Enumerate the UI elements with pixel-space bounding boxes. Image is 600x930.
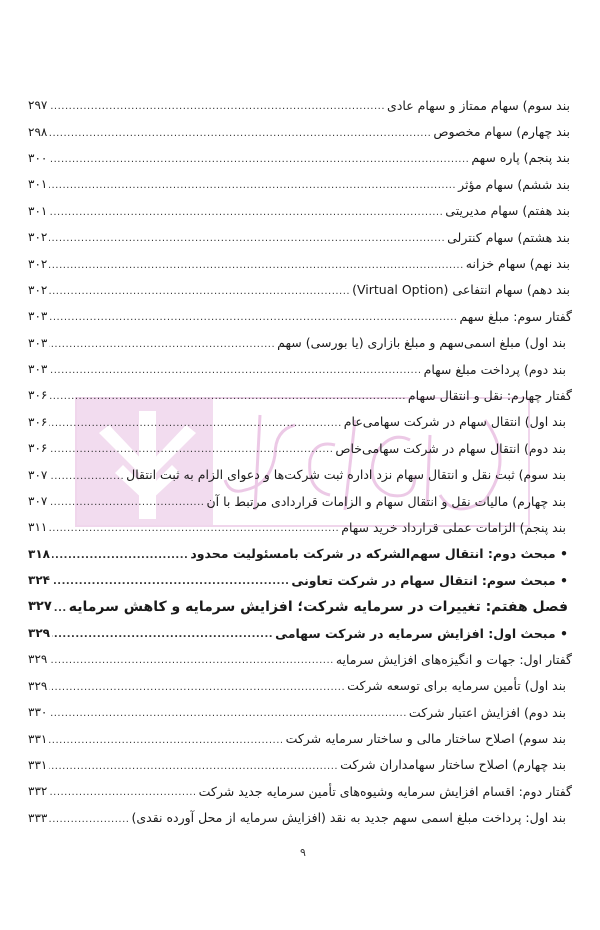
toc-entry-page: ۳۳۰ <box>28 705 48 720</box>
toc-entry[interactable] <box>28 778 572 804</box>
dot-leader <box>49 679 345 693</box>
toc-entry[interactable] <box>28 752 572 778</box>
toc-entry-page: ۳۰۳ <box>28 309 48 324</box>
toc-entry-title: بند هشتم) سهام کنترلی <box>447 229 570 245</box>
dot-leader <box>49 362 421 376</box>
toc-entry-title: بند ششم) سهام مؤثر <box>458 176 570 192</box>
toc-entry-page: ۳۲۹ <box>28 652 48 667</box>
toc-entry-title: بند اول) مبلغ اسمی‌سهم و مبلغ بازاری (یا بورسی) سهم <box>277 335 566 351</box>
toc-entry[interactable] <box>28 118 572 144</box>
toc-entry[interactable] <box>28 277 572 303</box>
toc-entry[interactable] <box>28 382 572 408</box>
toc-entry[interactable] <box>28 725 572 751</box>
toc-entry-title: بند چهارم) اصلاح ساختار سهامداران شرکت <box>340 757 566 773</box>
toc-entry-title: بند اول) انتقال سهام در شرکت سهامی‌عام <box>343 414 566 430</box>
toc-entry-title: گفتار اول: جهات و انگیزه‌های افزایش سرمایه <box>335 651 572 667</box>
dot-leader <box>49 494 204 508</box>
toc-entry-page: ۳۳۳ <box>28 810 48 825</box>
toc-entry-title: گفتار چهارم: نقل و انتقال سهام <box>407 387 572 403</box>
dot-leader <box>49 732 283 746</box>
toc-entry-title: گفتار دوم: اقسام افزایش سرمایه وشیوه‌های تأمین سرمایه جدید شرکت <box>198 783 572 799</box>
toc-entry-page: ۳۰۳ <box>28 362 48 377</box>
toc-entry[interactable] <box>28 620 572 646</box>
toc-entry[interactable] <box>28 805 572 831</box>
toc-entry-title: فصل هفتم: تغییرات در سرمایه شرکت؛ افزایش سرمایه و کاهش سرمایه <box>68 598 568 615</box>
toc-entry[interactable] <box>28 646 572 672</box>
toc-entry-title: • مبحث دوم: انتقال سهم‌الشرکه در شرکت بامسئولیت محدود <box>190 546 568 562</box>
toc-entry-page: ۳۲۹ <box>28 678 48 693</box>
dot-leader <box>49 257 463 271</box>
page-folio-mark: ۹ <box>300 846 306 859</box>
toc-entry[interactable] <box>28 171 572 197</box>
dot-leader <box>49 758 338 772</box>
toc-entry[interactable] <box>28 198 572 224</box>
toc-entry[interactable] <box>28 673 572 699</box>
dot-leader <box>49 468 124 482</box>
toc-entry-title: • مبحث اول: افزایش سرمایه در شرکت سهامی <box>275 625 568 641</box>
toc-entry-page: ۳۲۴ <box>28 573 50 588</box>
toc-entry-page: ۳۰۲ <box>28 230 48 245</box>
dot-leader <box>49 415 341 429</box>
toc-entry-title: بند اول) تأمین سرمایه برای توسعه شرکت <box>347 678 566 694</box>
toc-entry-title: گفتار سوم: مبلغ سهم <box>459 308 572 324</box>
toc-entry-title: بند سوم) اصلاح ساختار مالی و ساختار سرمایه شرکت <box>285 731 566 747</box>
toc-entry-title: بند اول: پرداخت مبلغ اسمی سهم جدید به نقد (افزایش سرمایه از محل آورده نقدی) <box>131 810 566 826</box>
toc-entry-title: بند چهارم) مالیات نقل و انتقال سهام و الزامات قراردادی مرتبط با آن <box>206 493 566 509</box>
toc-entry[interactable] <box>28 541 572 567</box>
dot-leader <box>49 230 445 244</box>
dot-leader <box>52 547 188 561</box>
toc-entry-page: ۳۰۶ <box>28 441 48 456</box>
toc-entry[interactable] <box>28 435 572 461</box>
toc-chapter-entry[interactable] <box>28 593 572 619</box>
toc-entry[interactable] <box>28 303 572 329</box>
toc-entry[interactable] <box>28 488 572 514</box>
toc-entry-title: بند هفتم) سهام مدیریتی <box>445 203 570 219</box>
toc-entry[interactable] <box>28 356 572 382</box>
dot-leader <box>52 573 289 587</box>
toc-entry[interactable] <box>28 567 572 593</box>
toc-entry-page: ۳۱۱ <box>28 520 48 535</box>
dot-leader <box>49 177 456 191</box>
table-of-contents <box>28 92 572 831</box>
toc-entry[interactable] <box>28 461 572 487</box>
toc-entry-page: ۲۹۸ <box>28 124 48 139</box>
toc-entry-page: ۳۰۷ <box>28 494 48 509</box>
dot-leader <box>49 388 406 402</box>
dot-leader <box>49 125 431 139</box>
toc-entry-title: بند چهارم) سهام مخصوص <box>433 124 570 140</box>
toc-entry-page: ۳۰۲ <box>28 282 48 297</box>
toc-entry-title: بند نهم) سهام خزانه <box>465 256 570 272</box>
toc-entry-page: ۳۲۷ <box>28 599 52 615</box>
toc-entry-page: ۲۹۷ <box>28 98 48 113</box>
toc-entry-title: بند دهم) سهام انتفاعی (Virtual Option) <box>352 282 570 298</box>
toc-entry-page: ۳۰۳ <box>28 335 48 350</box>
dot-leader <box>49 811 129 825</box>
dot-leader <box>49 309 457 323</box>
dot-leader <box>49 784 196 798</box>
toc-entry-page: ۳۰۱ <box>28 203 48 218</box>
toc-entry-title: • مبحث سوم: انتقال سهام در شرکت تعاونی <box>291 572 568 588</box>
toc-entry[interactable] <box>28 250 572 276</box>
dot-leader <box>52 626 273 640</box>
toc-entry[interactable] <box>28 699 572 725</box>
toc-entry-page: ۳۳۱ <box>28 731 48 746</box>
toc-entry-title: بند سوم) ثبت نقل و انتقال سهام نزد اداره ثبت شرکت‌ها و دعوای الزام به ثبت انتقال <box>126 467 566 483</box>
dot-leader <box>49 204 443 218</box>
toc-entry-page: ۳۰۰ <box>28 150 48 165</box>
toc-entry[interactable] <box>28 409 572 435</box>
toc-entry[interactable] <box>28 514 572 540</box>
toc-entry-page: ۳۰۷ <box>28 467 48 482</box>
toc-entry-page: ۳۰۱ <box>28 177 48 192</box>
toc-entry-title: بند دوم) پرداخت مبلغ سهام <box>423 361 566 377</box>
dot-leader <box>49 652 333 666</box>
toc-entry-title: بند سوم) سهام ممتاز و سهام عادی <box>387 97 570 113</box>
toc-entry-title: بند پنجم) پاره سهم <box>471 150 570 166</box>
toc-entry-page: ۳۳۱ <box>28 757 48 772</box>
toc-entry[interactable] <box>28 330 572 356</box>
toc-entry[interactable] <box>28 92 572 118</box>
toc-entry[interactable] <box>28 145 572 171</box>
dot-leader <box>54 600 67 614</box>
toc-entry-title: بند پنجم) الزامات عملی قرارداد خرید سهام <box>341 519 566 535</box>
dot-leader <box>49 705 407 719</box>
toc-entry-page: ۳۲۹ <box>28 626 50 640</box>
dot-leader <box>49 441 333 455</box>
dot-leader <box>49 151 469 165</box>
dot-leader <box>49 98 385 112</box>
dot-leader <box>49 283 350 297</box>
toc-entry-page: ۳۳۲ <box>28 784 48 799</box>
toc-entry[interactable] <box>28 224 572 250</box>
toc-entry-title: بند دوم) افزایش اعتبار شرکت <box>408 704 566 720</box>
dot-leader <box>49 336 275 350</box>
toc-entry-page: ۳۰۲ <box>28 256 48 271</box>
toc-entry-page: ۳۰۶ <box>28 414 48 429</box>
toc-entry-title: بند دوم) انتقال سهام در شرکت سهامی‌خاص <box>335 440 566 456</box>
toc-entry-page: ۳۰۶ <box>28 388 48 403</box>
toc-entry-page: ۳۱۸ <box>28 546 50 561</box>
dot-leader <box>49 520 339 534</box>
